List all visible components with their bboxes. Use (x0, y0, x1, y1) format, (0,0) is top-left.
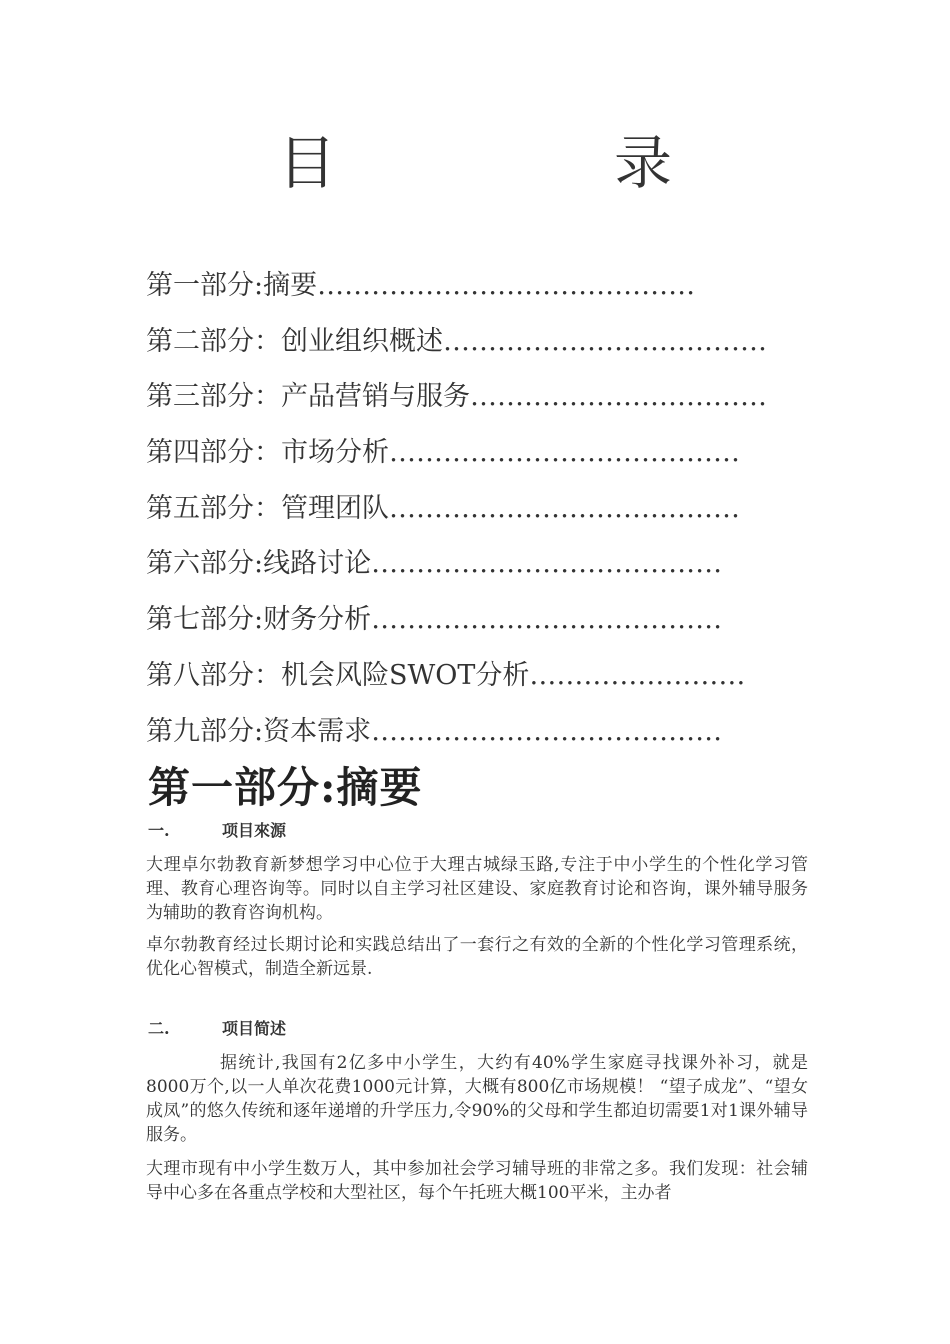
body-paragraph: 据统计,我国有2亿多中小学生，大约有40%学生家庭寻找课外补习，就是8000万个,以一人单次花费1000元计算，大概有800亿市场规模！ “望子成龙”、“望女成凤”的悠久传统和逐年递增的升学压力,令90%的父母和学生都迫切需要1对1课外辅导服务。 (146, 1053, 808, 1145)
toc-item-label: 第二部分：创业组织概述 (146, 325, 443, 357)
subsection-number: 一. (148, 821, 170, 840)
subsection-number: 二. (148, 1019, 170, 1038)
toc-item-label: 第八部分：机会风险SWOT分析 (146, 659, 530, 691)
toc-title: 目 录 (277, 129, 782, 197)
body-paragraph: 大理市现有中小学生数万人，其中参加社会学习辅导班的非常之多。我们发现：社会辅导中心多在各重点学校和大型社区，每个午托班大概100平米，主办者 (146, 1159, 808, 1203)
toc-leader-dots: ………………………………… (389, 437, 740, 469)
toc-item-label: 第一部分:摘要 (146, 270, 318, 301)
toc-item-label: 第三部分：产品营销与服务 (146, 381, 470, 413)
section-heading: 第一部分:摘要 (148, 763, 423, 812)
toc-item[interactable] (146, 652, 806, 708)
toc-leader-dots: ……………………………… (443, 325, 767, 357)
subsection-title: 项目简述 (222, 1019, 287, 1038)
toc-leader-dots: ………………………………… (371, 604, 723, 636)
toc-item[interactable] (146, 708, 806, 764)
toc-item[interactable] (146, 540, 806, 596)
toc-item[interactable] (146, 262, 806, 318)
toc-leader-dots: ………………………………… (371, 548, 723, 580)
toc-leader-dots: …………………… (529, 659, 746, 691)
toc-item-label: 第五部分：管理团队 (146, 492, 389, 524)
toc-item[interactable] (146, 596, 806, 652)
subsection-title: 项目來源 (222, 821, 287, 840)
toc-item[interactable] (146, 485, 806, 541)
toc-leader-dots: ………………………………… (389, 492, 740, 524)
toc-item[interactable] (146, 429, 806, 485)
toc-item[interactable] (146, 373, 806, 429)
toc-item[interactable] (146, 318, 806, 374)
toc-leader-dots: …………………………………… (317, 270, 696, 301)
toc-leader-dots: …………………………… (470, 381, 767, 413)
subsection-heading (148, 1018, 286, 1040)
toc-leader-dots: ………………………………… (371, 715, 723, 747)
toc-item-label: 第九部分:资本需求 (146, 715, 372, 747)
body-paragraph: 大理卓尔勃教育新梦想学习中心位于大理古城绿玉路,专注于中小学生的个性化学习管理、教育心理咨询等。同时以自主学习社区建设、家庭教育讨论和咨询，课外辅导服务为辅助的教育咨询机构。 (146, 855, 808, 923)
body-paragraph: 卓尔勃教育经过长期讨论和实践总结出了一套行之有效的全新的个性化学习管理系统，优化心智模式，制造全新远景. (146, 935, 808, 979)
toc-item-label: 第四部分：市场分析 (146, 437, 389, 469)
subsection-heading (148, 820, 286, 842)
toc-item-label: 第六部分:线路讨论 (146, 548, 372, 580)
toc-item-label: 第七部分:财务分析 (146, 604, 372, 636)
table-of-contents (146, 262, 806, 763)
